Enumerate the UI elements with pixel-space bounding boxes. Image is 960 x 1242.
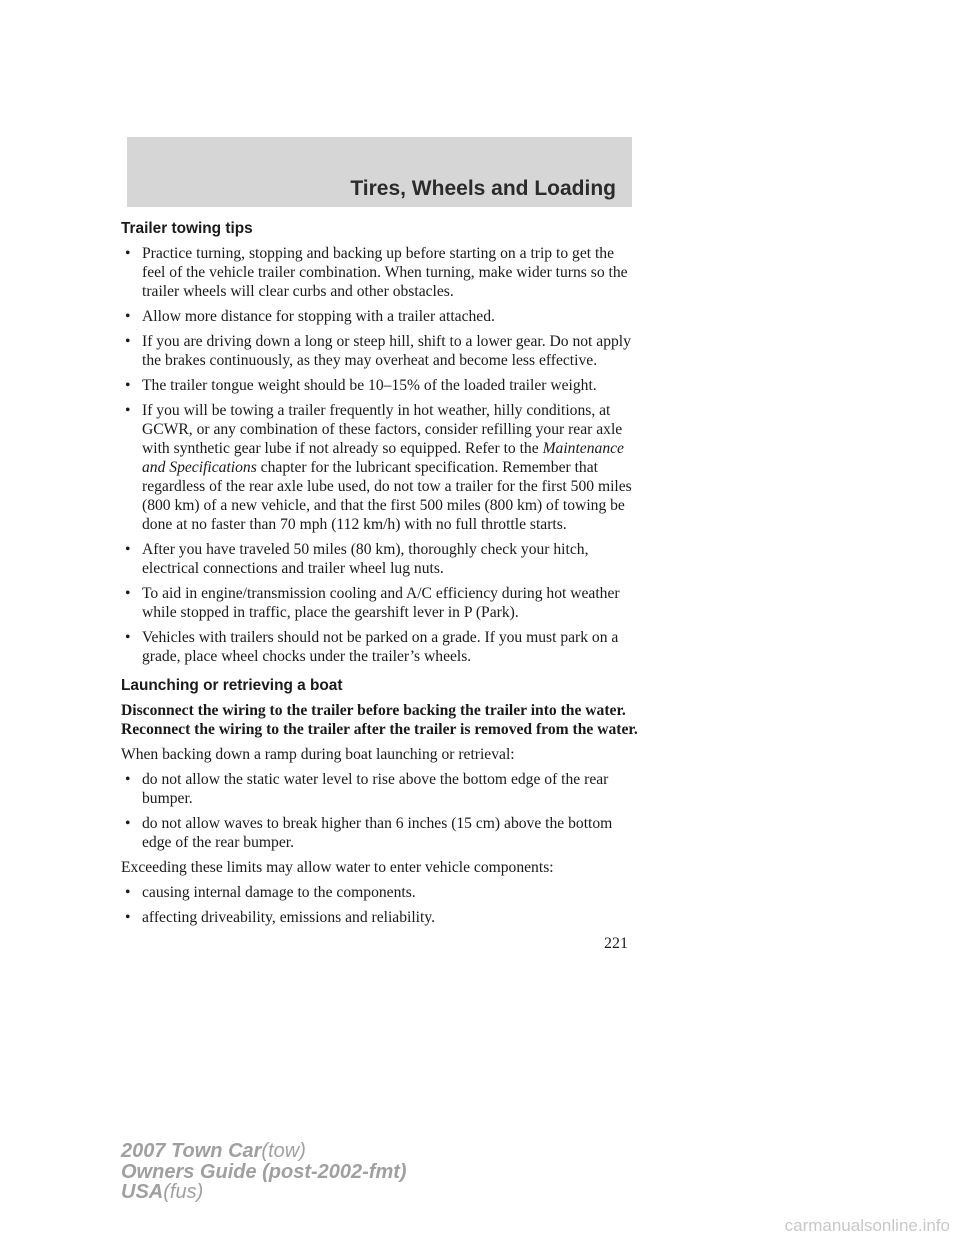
bullet-icon: • [125,245,131,262]
towing-tips-list [121,244,641,666]
list-item [121,244,641,301]
list-item [121,628,641,666]
footer-market-code: (fus) [163,1181,204,1203]
list-item-text: After you have traveled 50 miles (80 km), thoroughly check your hitch, electrical connections and trailer wheel lug nuts. [142,541,589,577]
list-item-text: The trailer tongue weight should be 10–15% of the loaded trailer weight. [142,377,597,394]
bullet-icon: • [125,815,131,832]
section-heading-trailer-towing-tips: Trailer towing tips [121,220,253,237]
list-item-text: affecting driveability, emissions and reliability. [142,909,436,926]
footer-model-code: (tow) [261,1140,306,1162]
page-content [121,219,641,933]
bullet-icon: • [125,771,131,788]
footer-line-market [121,1182,407,1203]
list-item-text-after: chapter for the lubricant specification. Remember that regardless of the rear axle lube used, do not tow a trailer for the first 500 miles (800 km) of a new vehicle, and that the first 500 miles (800 km) of towing be done at no faster than 70 mph (112 km/h) with no full throttle starts. [142,459,632,533]
bullet-icon: • [125,541,131,558]
list-item-text [142,402,632,533]
bullet-icon: • [125,629,131,646]
watermark: carmanualsonline.info [784,1216,950,1235]
footer-line-guide [121,1162,407,1183]
chapter-title: Tires, Wheels and Loading [350,177,616,200]
list-item-text: To aid in engine/transmission cooling and A/C efficiency during hot weather while stopped in traffic, place the gearshift lever in P (Park). [142,585,620,621]
boat-launch-list [121,770,641,852]
list-item [121,307,641,326]
list-item [121,332,641,370]
intro-paragraph: When backing down a ramp during boat launching or retrieval: [121,746,515,763]
section-heading-launching-boat: Launching or retrieving a boat [121,677,343,694]
footer-line-model [121,1141,407,1162]
list-item [121,814,641,852]
list-item-text: do not allow the static water level to rise above the bottom edge of the rear bumper. [142,771,609,807]
list-item [121,540,641,578]
bullet-icon: • [125,333,131,350]
bullet-icon: • [125,308,131,325]
list-item-text: Allow more distance for stopping with a trailer attached. [142,308,495,325]
bullet-icon: • [125,377,131,394]
list-item-text: Vehicles with trailers should not be parked on a grade. If you must park on a grade, place wheel chocks under the trailer’s wheels. [142,629,619,665]
warning-paragraph: Disconnect the wiring to the trailer before backing the trailer into the water. Reconnect the wiring to the trailer after the trailer is removed from the water. [121,702,638,738]
list-item-text: do not allow waves to break higher than 6 inches (15 cm) above the bottom edge of the rear bumper. [142,815,613,851]
footer-market: USA [121,1181,164,1203]
list-item-text: If you are driving down a long or steep hill, shift to a lower gear. Do not apply the brakes continuously, as they may overheat and become less effective. [142,333,631,369]
document-footer [121,1141,407,1203]
consequence-paragraph: Exceeding these limits may allow water to enter vehicle components: [121,859,554,876]
bullet-icon: • [125,884,131,901]
chapter-header-band [127,137,632,207]
list-item [121,401,641,534]
list-item [121,908,641,927]
bullet-icon: • [125,402,131,419]
chapter-reference: Maintenance and Specifications [142,440,624,476]
list-item-text-before: If you will be towing a trailer frequently in hot weather, hilly conditions, at GCWR, or any combination of these factors, consider refilling your rear axle with synthetic gear lube if not already so equipped. Refer to the [142,402,623,457]
footer-model: 2007 Town Car [121,1140,262,1162]
list-item [121,376,641,395]
list-item [121,584,641,622]
list-item-text: causing internal damage to the components. [142,884,416,901]
bullet-icon: • [125,909,131,926]
list-item [121,883,641,902]
consequence-list [121,883,641,927]
bullet-icon: • [125,585,131,602]
list-item-text: Practice turning, stopping and backing up before starting on a trip to get the feel of the vehicle trailer combination. When turning, make wider turns so the trailer wheels will clear curbs and other obstacles. [142,245,628,300]
page-number: 221 [604,935,628,952]
footer-guide: Owners Guide (post-2002-fmt) [121,1160,407,1183]
list-item [121,770,641,808]
